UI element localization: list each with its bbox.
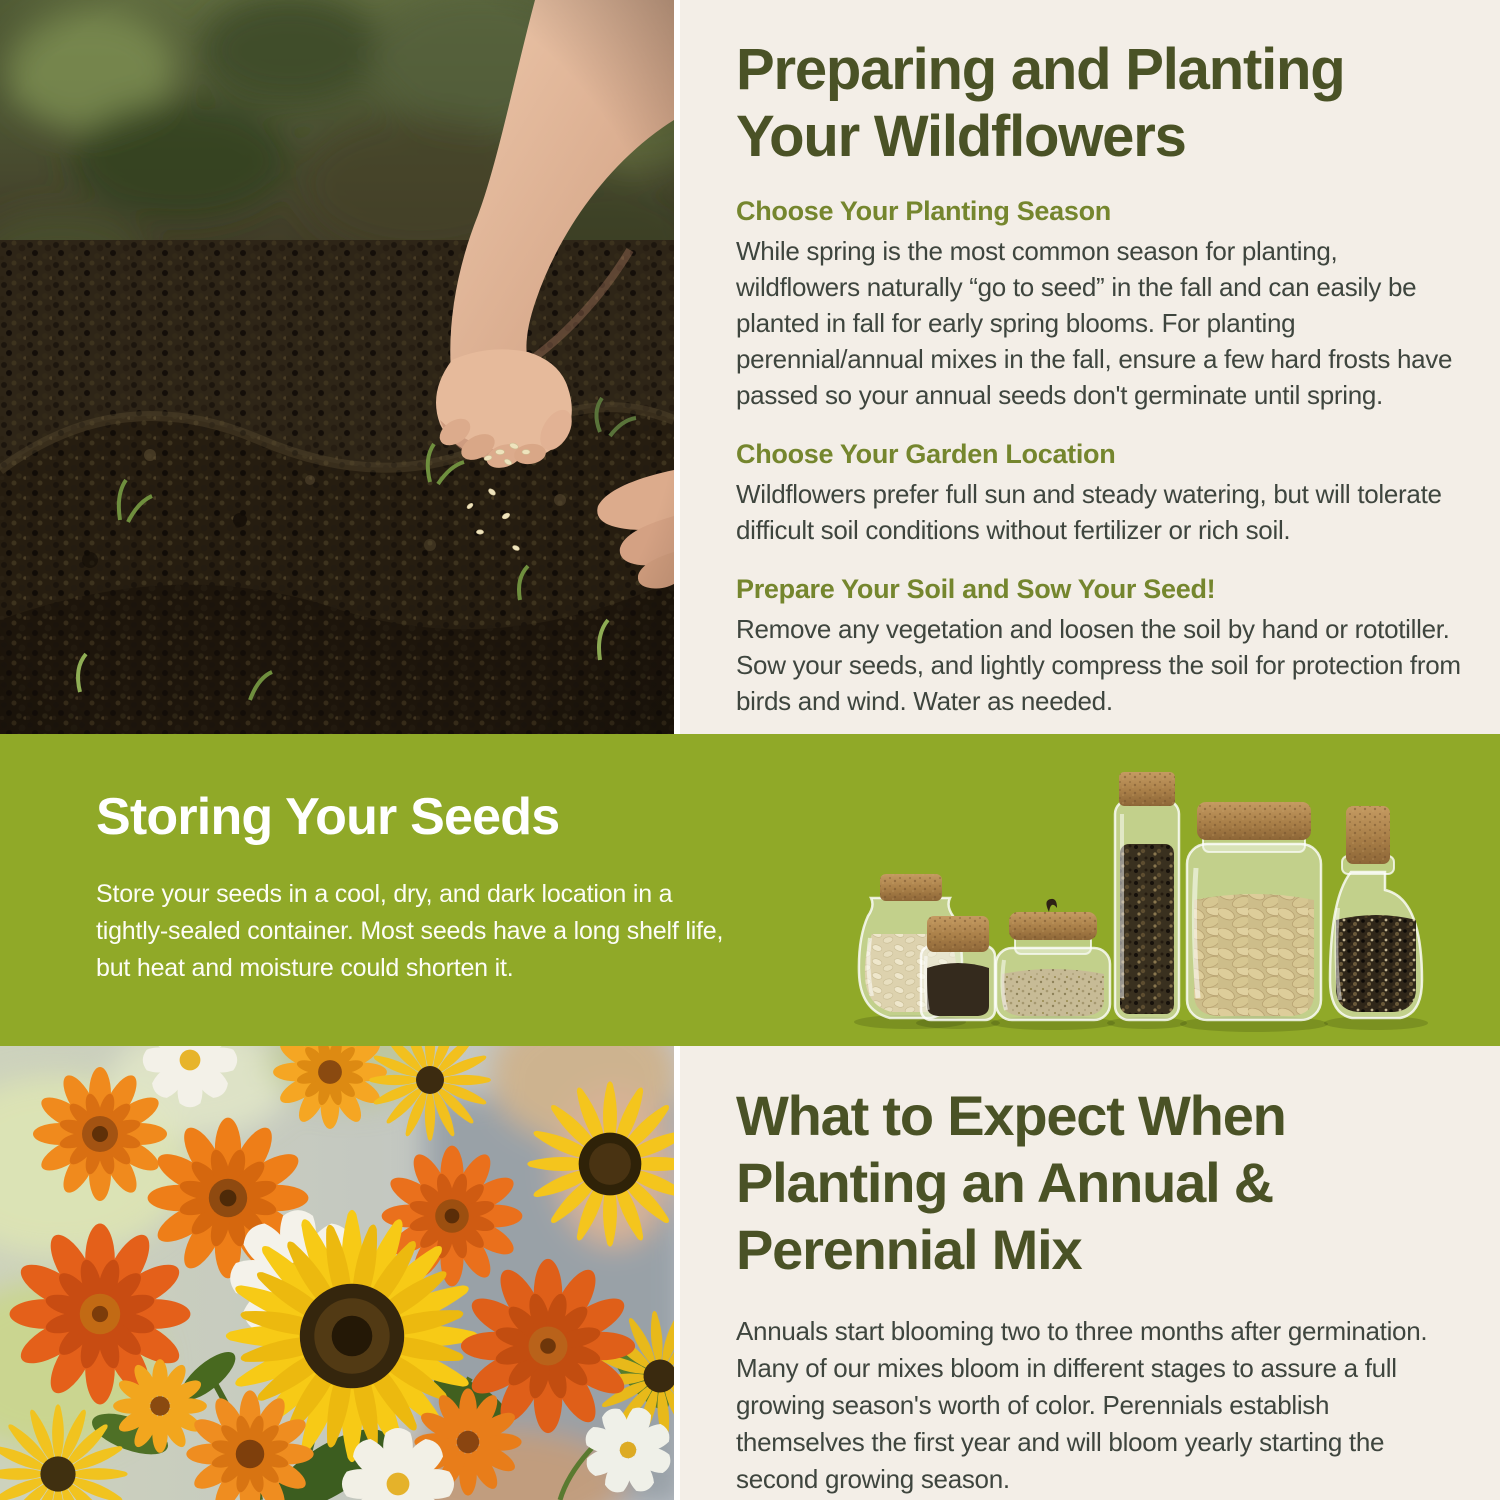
bottom-body: Annuals start blooming two to three months after germination. Many of our mixes bloom in different stages to assure a full growing season's worth of color. Perennials establish themselves the first year and will bloom yearly starting the second growing season. xyxy=(736,1316,1428,1494)
section-planting-season-title: Choose Your Planting Season xyxy=(736,196,1111,226)
jar-tan-seeds xyxy=(996,899,1110,1020)
page-title: Preparing and Planting Your Wildflowers xyxy=(736,37,1345,169)
jar-dark-powder xyxy=(921,916,995,1020)
section-garden-location-title: Choose Your Garden Location xyxy=(736,439,1116,469)
jar-pumpkin-seeds xyxy=(1187,802,1321,1020)
seed-jars-illustration xyxy=(828,748,1488,1038)
cork-loop xyxy=(1046,899,1057,912)
section-prepare-soil-title: Prepare Your Soil and Sow Your Seed! xyxy=(736,574,1216,604)
photo-vignette xyxy=(0,0,674,734)
wildflower-bouquet-photo xyxy=(0,1046,674,1500)
bottom-heading: What to Expect When Planting an Annual & Perennial Mix xyxy=(736,1084,1286,1281)
band-body: Store your seeds in a cool, dry, and dark location in a tightly-sealed container. Most seeds have a long shelf life, but heat and moisture could shorten it. xyxy=(96,880,724,982)
bouquet-illustration xyxy=(0,1046,674,1500)
section-prepare-soil-body: Remove any vegetation and loosen the soil by hand or rototiller. Sow your seeds, and lightly compress the soil for protection from birds and wind. Water as needed. xyxy=(736,614,1461,716)
section-garden-location xyxy=(736,438,1462,548)
soil-photo-illustration xyxy=(0,0,674,734)
planting-guide-panel xyxy=(680,0,1500,734)
band-heading: Storing Your Seeds xyxy=(96,788,560,846)
storing-seeds-text xyxy=(96,788,744,987)
expectations-panel xyxy=(680,1046,1500,1500)
section-prepare-soil xyxy=(736,573,1462,719)
section-garden-location-body: Wildflowers prefer full sun and steady watering, but will tolerate difficult soil conditions without fertilizer or rich soil. xyxy=(736,479,1442,545)
jar-tall-seed-tube xyxy=(1115,772,1179,1020)
soil-sowing-photo xyxy=(0,0,674,734)
jar-mixed-seeds xyxy=(1330,806,1422,1018)
section-planting-season xyxy=(736,195,1462,413)
section-planting-season-body: While spring is the most common season for planting, wildflowers naturally “go to seed” in the fall and can easily be planted in fall for early spring blooms. For planting perennial/annual mixes in the fall, ensure a few hard frosts have passed so your annual seeds don't germinate until spring. xyxy=(736,236,1453,410)
